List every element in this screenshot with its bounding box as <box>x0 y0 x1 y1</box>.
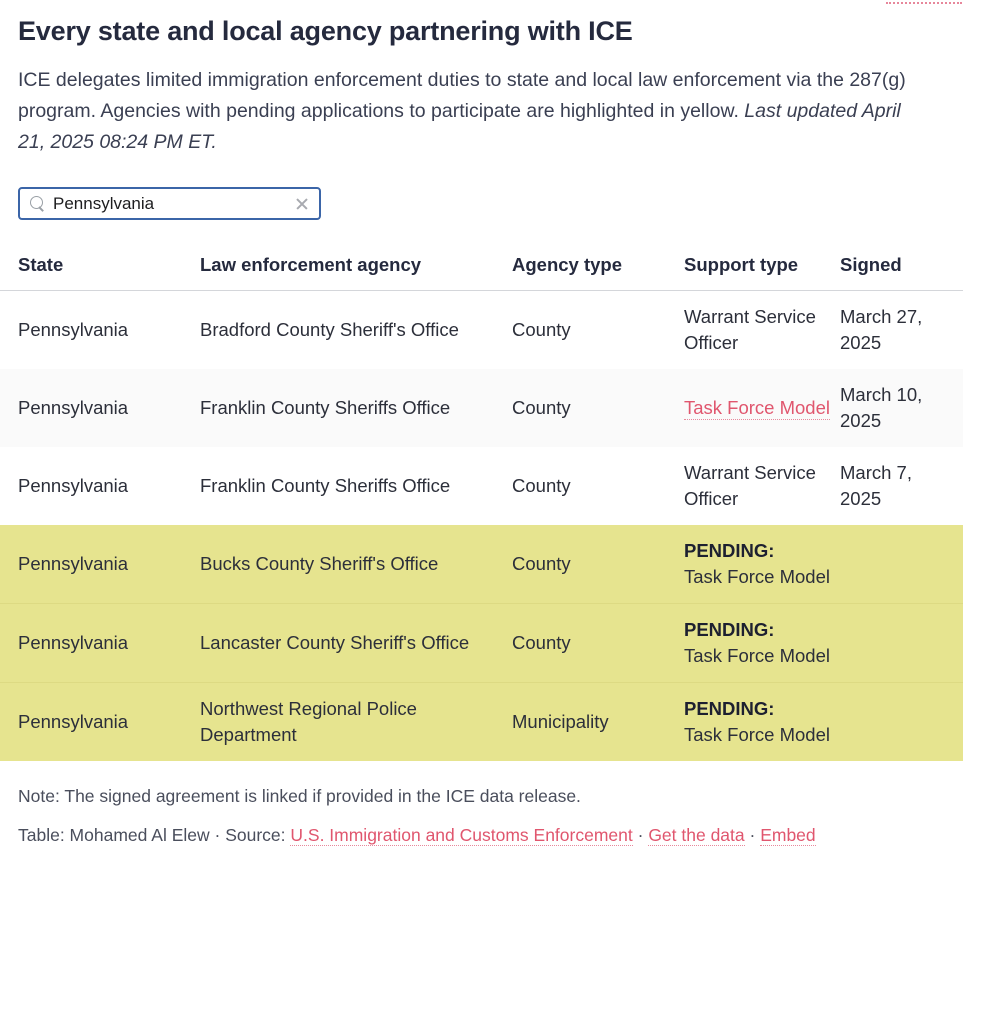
source-label: Source: <box>225 825 291 845</box>
cell-agency-type: County <box>512 319 571 340</box>
cell-support-type <box>684 604 840 683</box>
table-header-row <box>0 251 963 291</box>
last-updated-text: Last updated April 21, 2025 08:24 PM ET. <box>18 100 901 153</box>
credit-separator-1: · <box>209 825 226 845</box>
cell-state: Pennsylvania <box>18 475 129 496</box>
cell-agency: Bradford County Sheriff's Office <box>200 319 459 340</box>
cell-support-type: Warrant Service Officer <box>684 306 816 353</box>
source-link[interactable]: U.S. Immigration and Customs Enforcement <box>290 825 633 845</box>
table-row <box>0 291 963 370</box>
cell-agency-type: County <box>512 604 684 683</box>
cell-signed: March 10, 2025 <box>840 369 963 447</box>
cell-agency-type: Municipality <box>512 683 684 762</box>
cell-agency: Bucks County Sheriff's Office <box>200 525 512 604</box>
pending-badge: PENDING: <box>684 619 775 640</box>
column-header-support-type[interactable]: Support type <box>684 251 840 291</box>
support-type-text: Task Force Model <box>684 645 830 666</box>
cell-state: Pennsylvania <box>0 525 200 604</box>
footnotes <box>18 782 968 850</box>
cell-signed: March 27, 2025 <box>840 306 923 353</box>
column-header-agency[interactable]: Law enforcement agency <box>200 251 512 291</box>
agency-table <box>0 251 963 761</box>
table-row <box>0 604 963 683</box>
cell-agency: Northwest Regional Police Department <box>200 683 512 762</box>
cell-support-type <box>684 525 840 604</box>
cell-agency-type: County <box>512 369 684 447</box>
cell-signed <box>840 525 963 604</box>
search-box[interactable] <box>18 187 321 220</box>
cell-signed: March 7, 2025 <box>840 462 912 509</box>
table-row <box>0 447 963 525</box>
cell-state: Pennsylvania <box>0 683 200 762</box>
credit-separator-3: · <box>744 825 761 845</box>
column-header-state[interactable]: State <box>0 251 200 291</box>
cell-state: Pennsylvania <box>0 369 200 447</box>
cell-state: Pennsylvania <box>18 319 129 340</box>
subtitle-main-text: ICE delegates limited immigration enforcement duties to state and local law enforcement via the 287(g) program. Agencies with pending applications to participate are highlighted in yellow. <box>18 69 906 122</box>
table-container <box>0 251 989 761</box>
support-type-text: Task Force Model <box>684 724 830 745</box>
embed-link[interactable]: Embed <box>760 825 816 845</box>
table-row <box>0 683 963 762</box>
credit-line <box>18 821 968 850</box>
clipped-top-link[interactable] <box>886 0 962 4</box>
cell-agency: Lancaster County Sheriff's Office <box>200 604 512 683</box>
close-icon[interactable] <box>293 195 311 213</box>
cell-signed <box>840 604 963 683</box>
page-subtitle <box>18 65 918 158</box>
cell-support-type <box>684 369 840 447</box>
cell-state: Pennsylvania <box>0 604 200 683</box>
cell-agency-type: County <box>512 475 571 496</box>
column-header-agency-type[interactable]: Agency type <box>512 251 684 291</box>
note-text: Note: The signed agreement is linked if provided in the ICE data release. <box>18 786 581 806</box>
table-header <box>0 251 963 291</box>
credit-separator-2: · <box>632 825 649 845</box>
cell-signed <box>840 683 963 762</box>
support-type-link[interactable]: Task Force Model <box>684 397 830 418</box>
column-header-signed[interactable]: Signed <box>840 251 963 291</box>
pending-badge: PENDING: <box>684 698 775 719</box>
pending-badge: PENDING: <box>684 540 775 561</box>
credit-author: Table: Mohamed Al Elew <box>18 825 210 845</box>
page-title: Every state and local agency partnering with ICE <box>18 16 633 46</box>
cell-agency-type: County <box>512 525 684 604</box>
search-input[interactable] <box>53 194 289 214</box>
support-type-text: Task Force Model <box>684 566 830 587</box>
cell-agency: Franklin County Sheriffs Office <box>200 475 451 496</box>
get-the-data-link[interactable]: Get the data <box>648 825 745 845</box>
cell-agency: Franklin County Sheriffs Office <box>200 369 512 447</box>
header-block <box>0 0 989 158</box>
table-body <box>0 291 963 762</box>
cell-support-type: Warrant Service Officer <box>684 462 816 509</box>
search-icon <box>29 196 45 212</box>
table-row <box>0 369 963 447</box>
cell-support-type <box>684 683 840 762</box>
table-row <box>0 525 963 604</box>
